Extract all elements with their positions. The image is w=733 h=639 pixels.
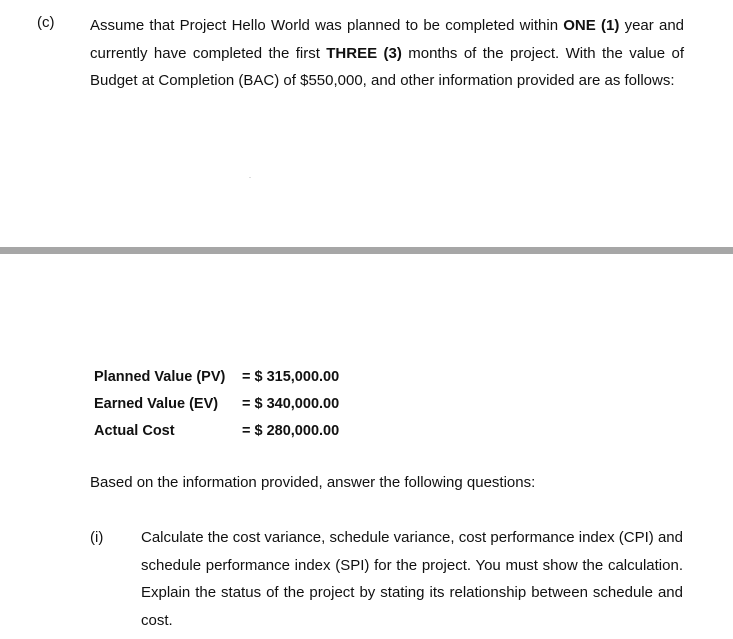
value-amount: = $ 315,000.00: [242, 369, 340, 385]
value-amount: = $ 340,000.00: [242, 396, 340, 412]
value-label: Earned Value (EV): [94, 396, 219, 412]
intro-bold-1: ONE (1): [563, 17, 620, 34]
intro-text-2: year and currently have completed the first: [90, 17, 685, 62]
page-divider: [0, 247, 733, 254]
questions-prompt: Based on the information provided, answer the following questions:: [90, 474, 536, 491]
intro-bold-2: THREE (3): [326, 44, 402, 62]
intro-paragraph: [90, 12, 684, 95]
intro-text-1: Assume that Project Hello World was planned to be completed within: [90, 17, 564, 34]
value-label: Actual Cost: [94, 423, 175, 439]
value-row-ev: [94, 391, 339, 418]
intro-text-3: months of the project. With the value of Budget at Completion (BAC) of $550,000, and other information provided are as follows:: [90, 44, 684, 89]
value-label: Planned Value (PV): [94, 369, 226, 385]
scan-artifact: [249, 177, 251, 178]
values-block: [94, 364, 339, 445]
question-text: [141, 524, 683, 634]
question-label: (i): [90, 529, 104, 546]
value-row-ac: [94, 418, 339, 445]
section-label: (c): [37, 14, 55, 31]
value-amount: = $ 280,000.00: [242, 423, 340, 439]
value-row-pv: [94, 364, 339, 391]
question-body: Calculate the cost variance, schedule variance, cost performance index (CPI) and schedule performance index (SPI) for the project. You must show the calculation. Explain the status of the project by stating its relationship between schedule and cost.: [141, 529, 683, 629]
